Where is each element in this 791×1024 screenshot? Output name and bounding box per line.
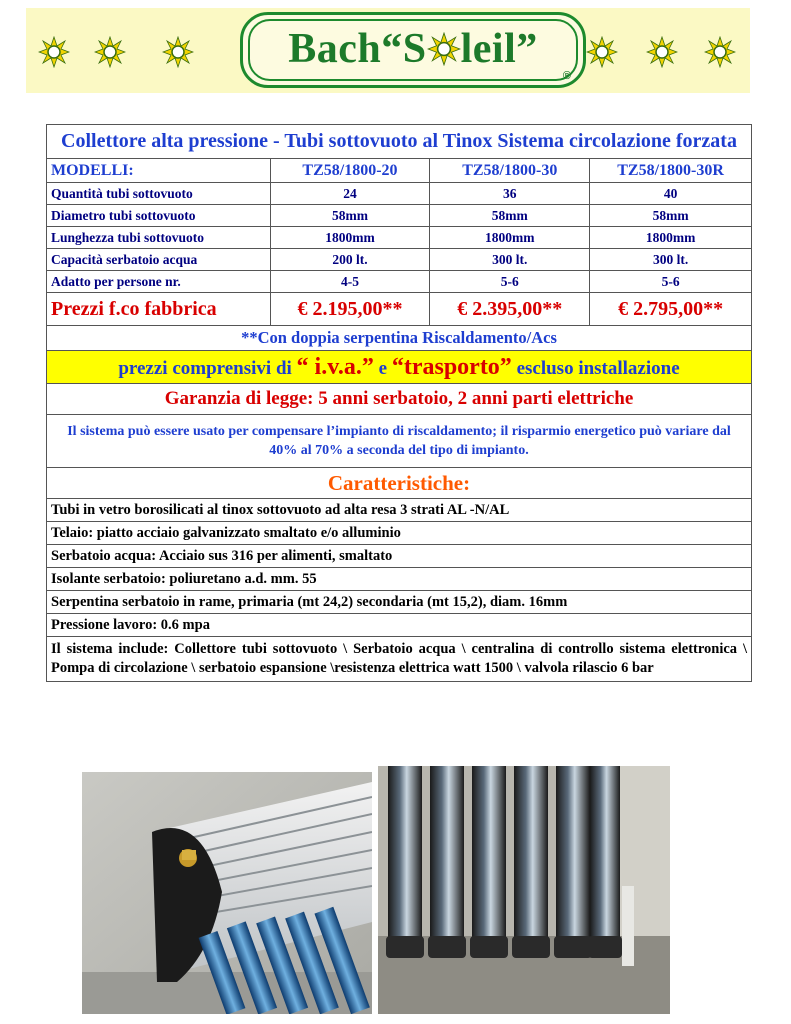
row-value: 58mm xyxy=(590,205,752,227)
price-footnote: **Con doppia serpentina Riscaldamento/Acs xyxy=(47,326,752,351)
price-row xyxy=(47,293,752,326)
features-title: Caratteristiche: xyxy=(47,468,752,499)
price-value: € 2.195,00** xyxy=(270,293,430,326)
registered-mark: ® xyxy=(562,70,571,82)
table-row xyxy=(47,249,752,271)
table-title: Collettore alta pressione - Tubi sottovuoto al Tinox Sistema circolazione forzata xyxy=(47,125,752,159)
row-value: 5-6 xyxy=(430,271,590,293)
feature-row xyxy=(47,568,752,591)
table-row xyxy=(47,271,752,293)
price-value: € 2.795,00** xyxy=(590,293,752,326)
row-value: 58mm xyxy=(270,205,430,227)
logo-text-before: Bach“S xyxy=(288,26,427,72)
row-label: Adatto per persone nr. xyxy=(47,271,271,293)
spec-table xyxy=(46,124,752,682)
vat-transport-line xyxy=(47,351,752,384)
feature-row xyxy=(47,614,752,637)
row-value: 1800mm xyxy=(270,227,430,249)
row-value: 24 xyxy=(270,183,430,205)
feature-text: Pressione lavoro: 0.6 mpa xyxy=(47,614,752,637)
price-label: Prezzi f.co fabbrica xyxy=(47,293,271,326)
feature-row xyxy=(47,545,752,568)
feature-text: Tubi in vetro borosilicati al tinox sottovuoto ad alta resa 3 strati AL -N/AL xyxy=(47,499,752,522)
sun-flower-icon xyxy=(427,32,461,66)
feature-text: Isolante serbatoio: poliuretano a.d. mm. 55 xyxy=(47,568,752,591)
feature-text: Serbatoio acqua: Acciaio sus 316 per alimenti, smaltato xyxy=(47,545,752,568)
row-value: 40 xyxy=(590,183,752,205)
feature-row xyxy=(47,591,752,614)
vat-part: escluso installazione xyxy=(516,357,680,379)
system-note: Il sistema può essere usato per compensare l’impianto di riscaldamento; il risparmio energetico può variare dal 40% al 70% a seconda del tipo di impianto. xyxy=(47,415,752,468)
row-value: 300 lt. xyxy=(590,249,752,271)
system-includes: Il sistema include: Collettore tubi sottovuoto \ Serbatoio acqua \ centralina di controllo sistema elettronica \ Pompa di circolazione \ serbatoio espansione \resistenza elettrica watt 1500 \ valvola rilascio 6 bar xyxy=(47,637,752,682)
row-value: 4-5 xyxy=(270,271,430,293)
row-value: 300 lt. xyxy=(430,249,590,271)
models-label: MODELLI: xyxy=(47,159,271,183)
vat-part: e xyxy=(378,357,388,379)
feature-row xyxy=(47,522,752,545)
row-value: 1800mm xyxy=(430,227,590,249)
brand-logo xyxy=(240,12,586,88)
sun-flower-icon xyxy=(94,36,126,68)
table-row xyxy=(47,227,752,249)
price-value: € 2.395,00** xyxy=(430,293,590,326)
sun-flower-icon xyxy=(646,36,678,68)
model-header: TZ58/1800-30 xyxy=(430,159,590,183)
sun-flower-icon xyxy=(38,36,70,68)
model-header: TZ58/1800-30R xyxy=(590,159,752,183)
row-value: 58mm xyxy=(430,205,590,227)
row-value: 5-6 xyxy=(590,271,752,293)
row-label: Quantità tubi sottovuoto xyxy=(47,183,271,205)
vat-highlight: “ i.v.a.” xyxy=(296,353,374,380)
transport-highlight: “trasporto” xyxy=(391,353,512,380)
feature-row xyxy=(47,499,752,522)
sun-flower-icon xyxy=(162,36,194,68)
sun-flower-icon xyxy=(704,36,736,68)
row-label: Capacità serbatoio acqua xyxy=(47,249,271,271)
table-row xyxy=(47,183,752,205)
table-row xyxy=(47,205,752,227)
row-label: Diametro tubi sottovuoto xyxy=(47,205,271,227)
feature-text: Serpentina serbatoio in rame, primaria (mt 24,2) secondaria (mt 15,2), diam. 16mm xyxy=(47,591,752,614)
row-label: Lunghezza tubi sottovuoto xyxy=(47,227,271,249)
row-value: 1800mm xyxy=(590,227,752,249)
warranty-line: Garanzia di legge: 5 anni serbatoio, 2 anni parti elettriche xyxy=(47,384,752,415)
logo-text-after: leil” xyxy=(460,26,538,72)
table-header-row xyxy=(47,159,752,183)
row-value: 200 lt. xyxy=(270,249,430,271)
vacuum-tubes-photo xyxy=(378,766,670,1014)
row-value: 36 xyxy=(430,183,590,205)
collector-tank-photo xyxy=(82,772,372,1014)
sun-flower-icon xyxy=(586,36,618,68)
model-header: TZ58/1800-20 xyxy=(270,159,430,183)
feature-text: Telaio: piatto acciaio galvanizzato smaltato e/o alluminio xyxy=(47,522,752,545)
brand-banner xyxy=(26,8,750,93)
vat-part: prezzi comprensivi di xyxy=(118,357,292,379)
